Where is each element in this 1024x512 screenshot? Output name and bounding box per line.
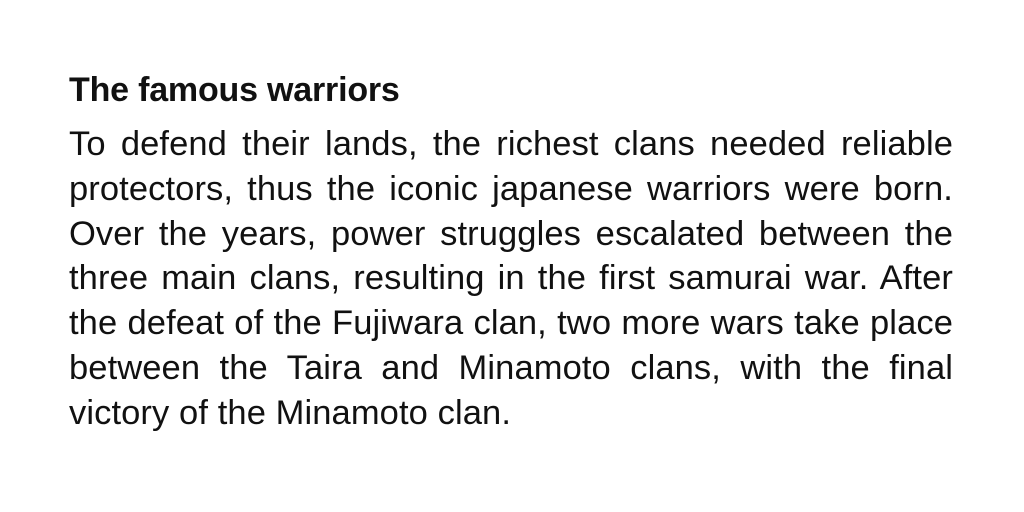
article-title: The famous warriors	[69, 71, 400, 109]
article	[69, 68, 953, 436]
article-body: To defend their lands, the richest clans needed reliable protectors, thus the iconic japanese warriors were born. Over the years, power struggles escalated between the three main clans, resulting in the first samurai war. After the defeat of the Fujiwara clan, two more wars take place between the Taira and Minamoto clans, with the final victory of the Minamoto clan.	[69, 125, 953, 432]
